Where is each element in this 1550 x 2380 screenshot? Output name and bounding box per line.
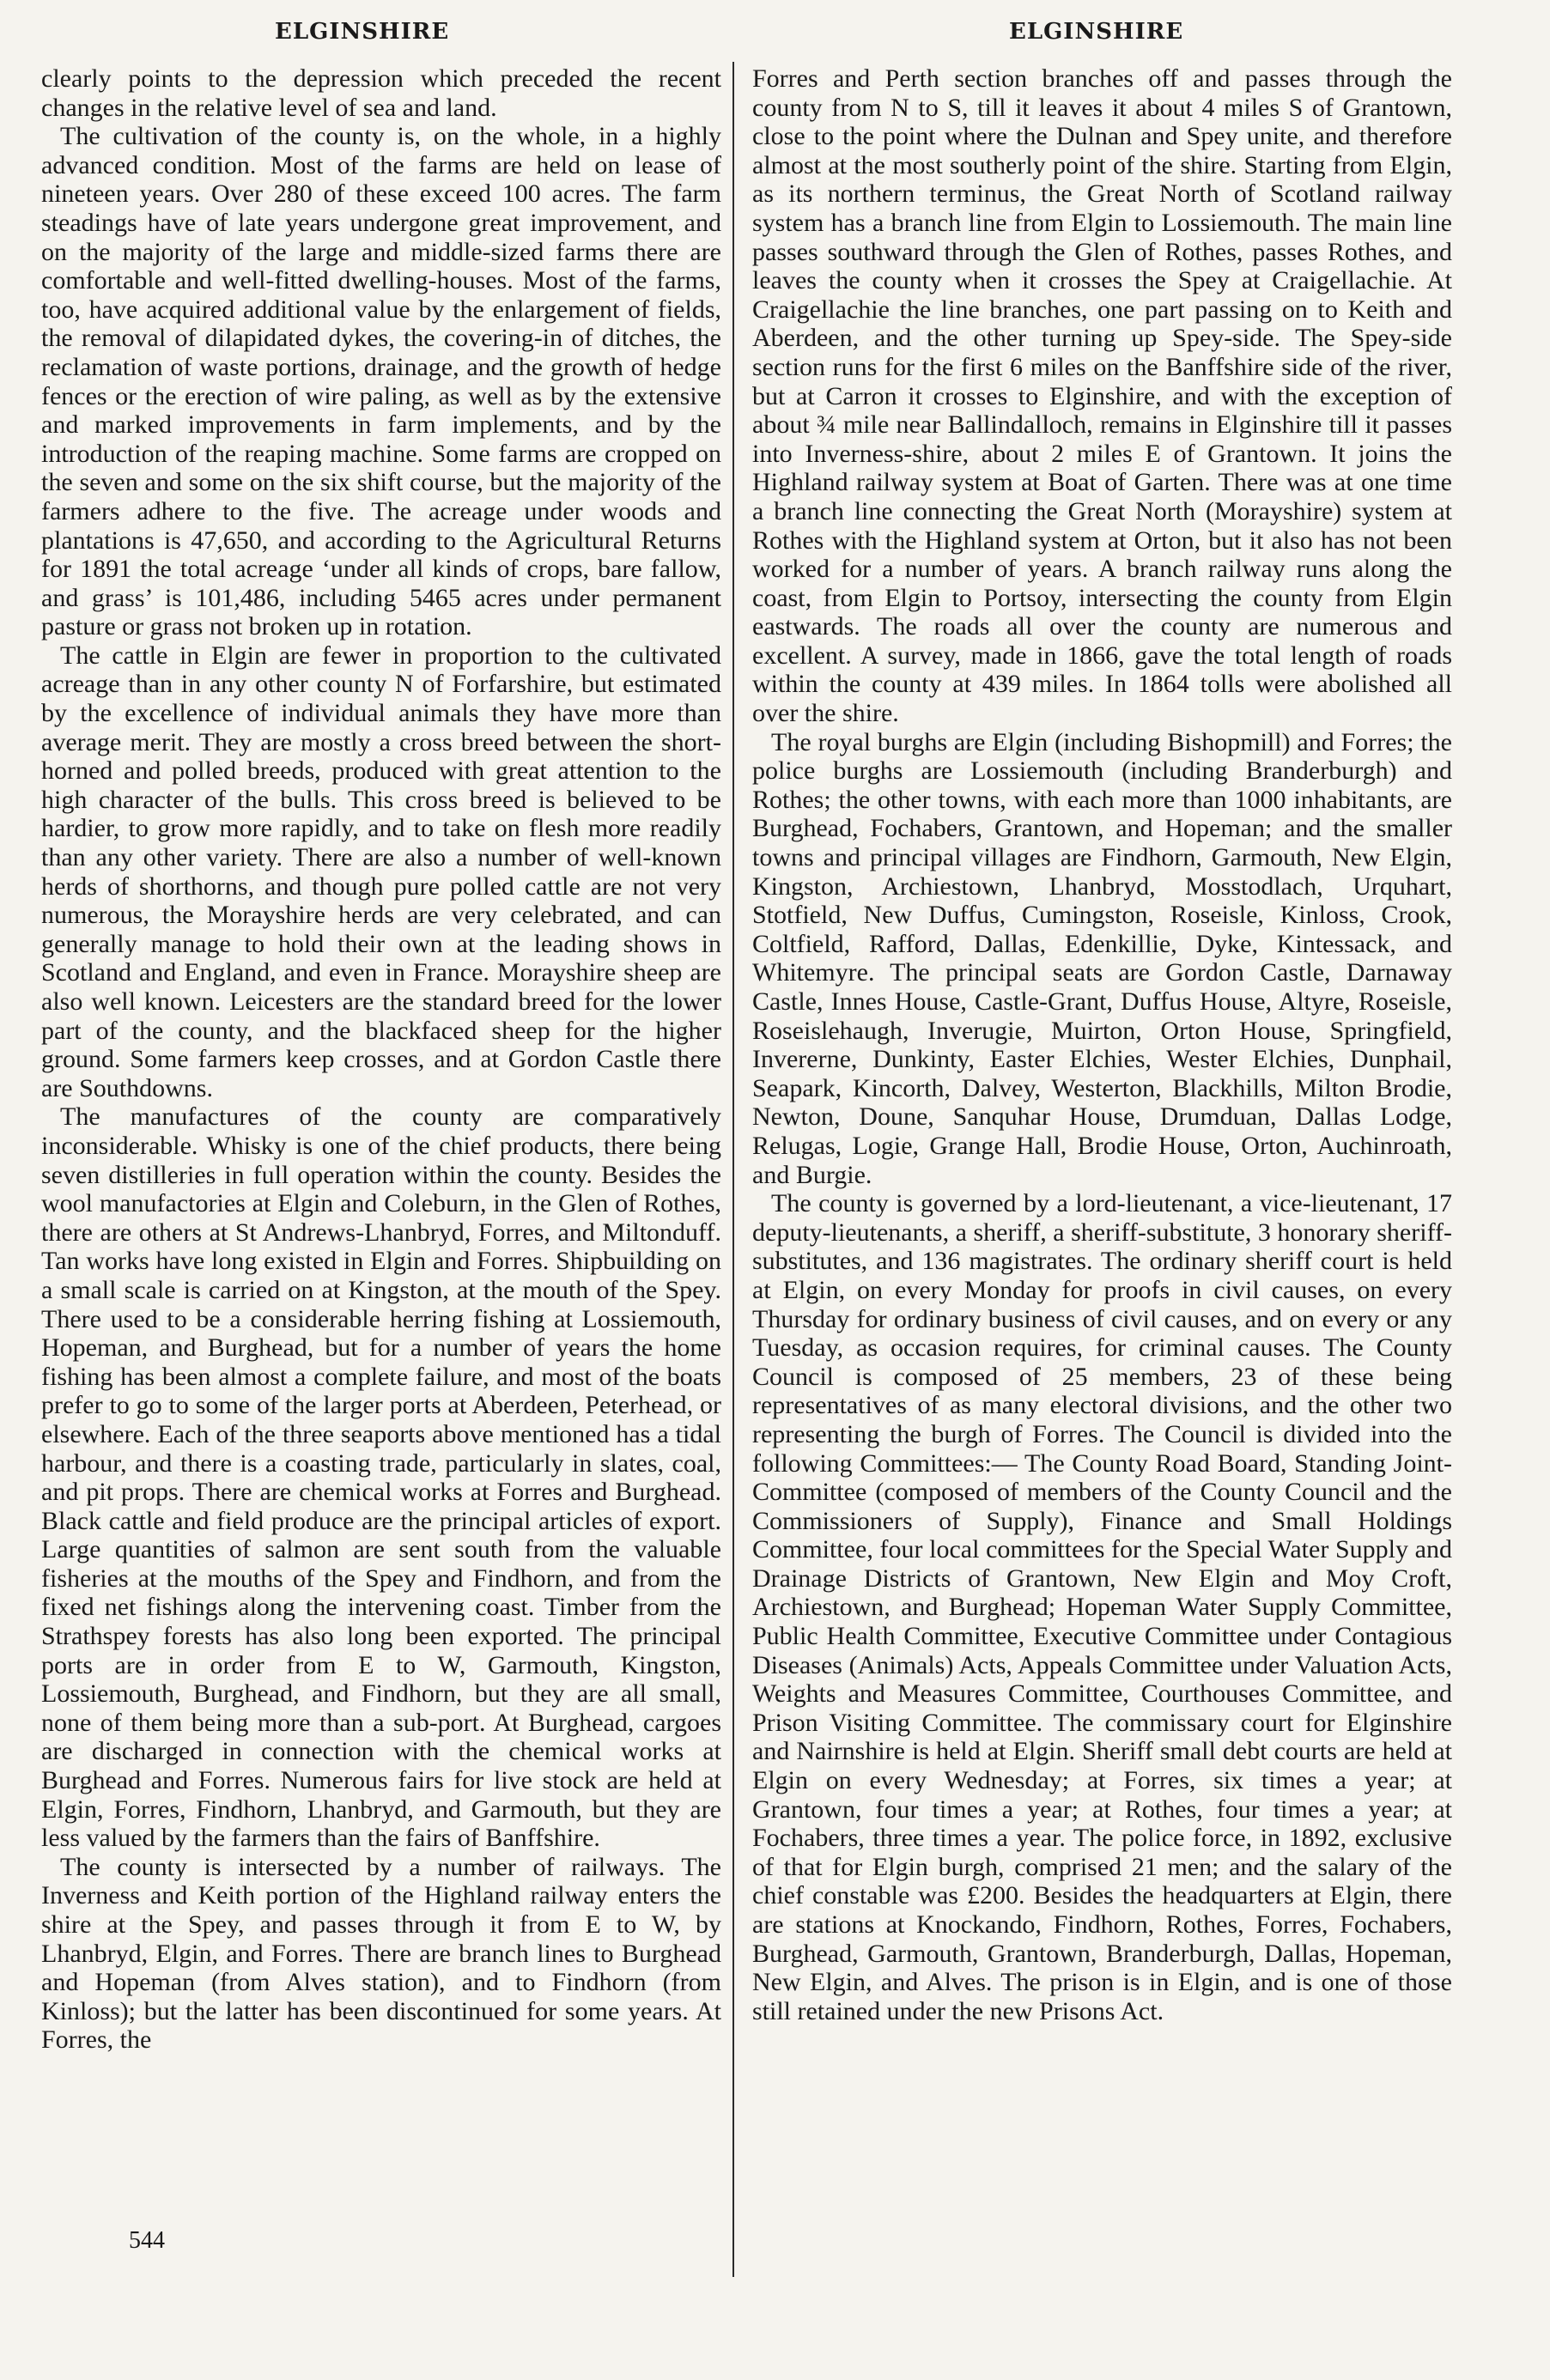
running-head-right: ELGINSHIRE	[1009, 19, 1184, 45]
page-number: 544	[129, 2227, 165, 2254]
paragraph: clearly points to the depression which preceded the recent changes in the relative level of sea and land.	[41, 64, 721, 122]
paragraph: The county is governed by a lord-lieutenant, a vice-lieutenant, 17 deputy-lieutenants, a sheriff, a sheriff-substitute, 3 honorary sheriff-substitutes, and 136 magistrates. The ordinary sheriff court is held at Elgin, on every Monday for proofs in civil causes, on every Thursday for ordinary business of civil causes, and on every or any Tuesday, as occasion requires, for criminal causes. The County Council is composed of 25 members, 23 of these being representatives of as many electoral divisions, and the other two representing the burgh of Forres. The Council is divided into the following Committees:— The County Road Board, Standing Joint-Committee (composed of members of the County Council and the Commissioners of Supply), Finance and Small Holdings Committee, four local committees for the Special Water Supply and Drainage Districts of Grantown, New Elgin and Moy Croft, Archiestown, and Burghead; Hopeman Water Supply Committee, Public Health Committee, Executive Committee under Contagious Diseases (Animals) Acts, Appeals Committee under Valuation Acts, Weights and Measures Committee, Courthouses Committee, and Prison Visiting Committee. The commissary court for Elginshire and Nairnshire is held at Elgin. Sheriff small debt courts are held at Elgin on every Wednesday; at Forres, six times a year; at Grantown, four times a year; at Rothes, four times a year; at Fochabers, three times a year. The police force, in 1892, exclusive of that for Elgin burgh, comprised 21 men; and the salary of the chief constable was £200. Besides the headquarters at Elgin, there are stations at Knockando, Findhorn, Rothes, Forres, Fochabers, Burghead, Garmouth, Grantown, Branderburgh, Dallas, Hopeman, New Elgin, and Alves. The prison is in Elgin, and is one of those still retained under the new Prisons Act.	[752, 1189, 1452, 2025]
right-column-text	[752, 64, 1452, 2025]
paragraph: Forres and Perth section branches off and passes through the county from N to S, till it leaves it about 4 miles S of Grantown, close to the point where the Dulnan and Spey unite, and therefore almost at the most southerly point of the shire. Starting from Elgin, as its northern terminus, the Great North of Scotland railway system has a branch line from Elgin to Lossiemouth. The main line passes southward through the Glen of Rothes, passes Rothes, and leaves the county when it crosses the Spey at Craigellachie. At Craigellachie the line branches, one part passing on to Keith and Aberdeen, and the other turning up Spey-side. The Spey-side section runs for the first 6 miles on the Banffshire side of the river, but at Carron it crosses to Elginshire, and with the exception of about ¾ mile near Ballindalloch, remains in Elginshire till it passes into Inverness-shire, about 2 miles E of Grantown. It joins the Highland railway system at Boat of Garten. There was at one time a branch line connecting the Great North (Morayshire) system at Rothes with the Highland system at Orton, but it also has not been worked for a number of years. A branch railway runs along the coast, from Elgin to Portsoy, intersecting the county from Elgin eastwards. The roads all over the county are numerous and excellent. A survey, made in 1866, gave the total length of roads within the county at 439 miles. In 1864 tolls were abolished all over the shire.	[752, 64, 1452, 728]
paragraph: The county is intersected by a number of railways. The Inverness and Keith portion of the Highland railway enters the shire at the Spey, and passes through it from E to W, by Lhanbryd, Elgin, and Forres. There are branch lines to Burghead and Hopeman (from Alves station), and to Findhorn (from Kinloss); but the latter has been discontinued for some years. At Forres, the	[41, 1852, 721, 2055]
running-head-left: ELGINSHIRE	[275, 19, 450, 45]
column-divider	[732, 62, 734, 2277]
left-column-text	[41, 64, 721, 2055]
paragraph: The cultivation of the county is, on the whole, in a highly advanced condition. Most of the farms are held on lease of nineteen years. Over 280 of these exceed 100 acres. The farm steadings have of late years undergone great improvement, and on the majority of the large and middle-sized farms there are comfortable and well-fitted dwelling-houses. Most of the farms, too, have acquired additional value by the enlargement of fields, the removal of dilapidated dykes, the covering-in of ditches, the reclamation of waste portions, drainage, and the growth of hedge fences or the erection of wire paling, as well as by the extensive and marked improvements in farm implements, and by the introduction of the reaping machine. Some farms are cropped on the seven and some on the six shift course, but the majority of the farmers adhere to the five. The acreage under woods and plantations is 47,650, and according to the Agricultural Returns for 1891 the total acreage ‘under all kinds of crops, bare fallow, and grass’ is 101,486, including 5465 acres under permanent pasture or grass not broken up in rotation.	[41, 122, 721, 641]
paragraph: The cattle in Elgin are fewer in proportion to the cultivated acreage than in any other county N of Forfarshire, but estimated by the excellence of individual animals they have more than average merit. They are mostly a cross breed between the short-horned and polled breeds, produced with great attention to the high character of the bulls. This cross breed is believed to be hardier, to grow more rapidly, and to take on flesh more readily than any other variety. There are also a number of well-known herds of shorthorns, and though pure polled cattle are not very numerous, the Morayshire herds are very celebrated, and can generally manage to hold their own at the leading shows in Scotland and England, and even in France. Morayshire sheep are also well known. Leicesters are the standard breed for the lower part of the county, and the blackfaced sheep for the higher ground. Some farmers keep crosses, and at Gordon Castle there are Southdowns.	[41, 641, 721, 1102]
paragraph: The manufactures of the county are comparatively inconsiderable. Whisky is one of the chief products, there being seven distilleries in full operation within the county. Besides the wool manufactories at Elgin and Coleburn, in the Glen of Rothes, there are others at St Andrews-Lhanbryd, Forres, and Miltonduff. Tan works have long existed in Elgin and Forres. Shipbuilding on a small scale is carried on at Kingston, at the mouth of the Spey. There used to be a considerable herring fishing at Lossiemouth, Hopeman, and Burghead, but for a number of years the home fishing has been almost a complete failure, and most of the boats prefer to go to some of the larger ports at Aberdeen, Peterhead, or elsewhere. Each of the three seaports above mentioned has a tidal harbour, and there is a coasting trade, particularly in slates, coal, and pit props. There are chemical works at Forres and Burghead. Black cattle and field produce are the principal articles of export. Large quantities of salmon are sent south from the valuable fisheries at the mouths of the Spey and Findhorn, and from the fixed net fishings along the intervening coast. Timber from the Strathspey forests has also long been exported. The principal ports are in order from E to W, Garmouth, Kingston, Lossiemouth, Burghead, and Findhorn, but they are all small, none of them being more than a sub-port. At Burghead, cargoes are discharged in connection with the chemical works at Burghead and Forres. Numerous fairs for live stock are held at Elgin, Forres, Findhorn, Lhanbryd, and Garmouth, but they are less valued by the farmers than the fairs of Banffshire.	[41, 1102, 721, 1853]
paragraph: The royal burghs are Elgin (including Bishopmill) and Forres; the police burghs are Lossiemouth (including Branderburgh) and Rothes; the other towns, with each more than 1000 inhabitants, are Burghead, Fochabers, Grantown, and Hopeman; and the smaller towns and principal villages are Findhorn, Garmouth, New Elgin, Kingston, Archiestown, Lhanbryd, Mosstodlach, Urquhart, Stotfield, New Duffus, Cumingston, Roseisle, Kinloss, Crook, Coltfield, Rafford, Dallas, Edenkillie, Dyke, Kintessack, and Whitemyre. The principal seats are Gordon Castle, Darnaway Castle, Innes House, Castle-Grant, Duffus House, Altyre, Roseisle, Roseislehaugh, Inverugie, Muirton, Orton House, Springfield, Invererne, Dunkinty, Easter Elchies, Wester Elchies, Dunphail, Seapark, Kincorth, Dalvey, Westerton, Blackhills, Milton Brodie, Newton, Doune, Sanquhar House, Drumduan, Dallas Lodge, Relugas, Logie, Grange Hall, Brodie House, Orton, Auchinroath, and Burgie.	[752, 727, 1452, 1189]
